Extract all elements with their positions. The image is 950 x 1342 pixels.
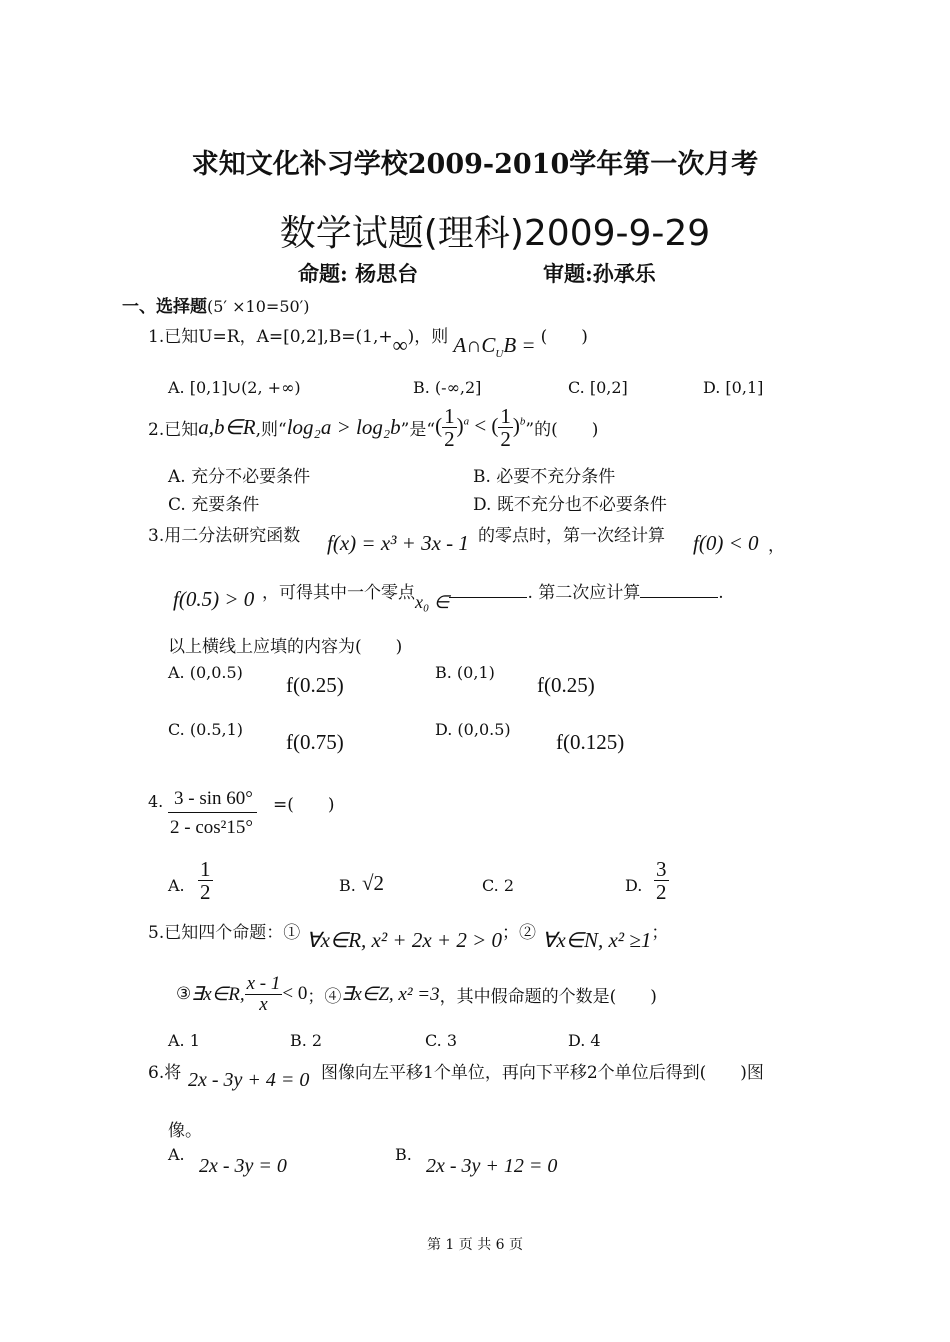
q5-option-d: D. 4 bbox=[568, 1031, 601, 1050]
q4-denominator: 2 - cos²15° bbox=[170, 817, 253, 838]
q3-blank-2 bbox=[640, 596, 718, 598]
q4-option-a-value: $\frac{1}{2}$ bbox=[200, 857, 211, 905]
q5-proposition-3a: ∃x∈R, bbox=[191, 983, 245, 1005]
q3-option-c-expr: f(0.75) bbox=[286, 730, 344, 754]
q3-option-d-expr: f(0.125) bbox=[556, 730, 625, 754]
q1-option-a: A. [0,1]∪(2, +∞) bbox=[168, 378, 301, 397]
q2-option-c: C. 充要条件 bbox=[168, 495, 260, 515]
q2-option-b: B. 必要不充分条件 bbox=[473, 467, 616, 487]
q4-option-d-value: $\frac{3}{2}$ bbox=[656, 857, 667, 905]
q3-x0: x₀ ∈ bbox=[415, 592, 450, 612]
q4-option-c: C. 2 bbox=[482, 876, 515, 895]
q6-stem: 6.将 bbox=[148, 1063, 182, 1083]
q4-end: =( ) bbox=[273, 795, 335, 815]
q2-log-condition: log₂a > log₂b bbox=[286, 415, 401, 440]
q5-proposition-1: ∀x∈R, x² + 2x + 2 > 0 bbox=[306, 928, 502, 952]
question-1 bbox=[148, 322, 588, 361]
q5-proposition-3b: < 0 bbox=[282, 983, 308, 1005]
q1-option-b: B. (-∞,2] bbox=[413, 378, 482, 397]
q3-line3: 以上横线上应填的内容为( ) bbox=[168, 637, 403, 657]
q5-sep3: ；④ bbox=[307, 986, 342, 1007]
page-footer: 第 1 页 共 6 页 bbox=[426, 1237, 524, 1253]
q5-option-b: B. 2 bbox=[290, 1031, 323, 1050]
q4-option-a-label: A. bbox=[168, 876, 185, 895]
q2-end: ”的( ) bbox=[525, 420, 599, 441]
q2-mid: ,则“ bbox=[255, 420, 287, 441]
question-2 bbox=[148, 405, 598, 450]
q2-stem: 2.已知 bbox=[148, 420, 199, 441]
q3-comma: ， bbox=[768, 536, 785, 556]
q3-f05: f(0.5) > 0 bbox=[173, 587, 255, 611]
q3-option-d-label: D. (0,0.5) bbox=[435, 720, 511, 739]
q5-sep1: ；② bbox=[502, 923, 536, 943]
exam-subtitle: 数学试题(理科)2009-9-29 bbox=[279, 213, 711, 254]
q1-option-c: C. [0,2] bbox=[568, 378, 628, 397]
section-title: 一、选择题 bbox=[122, 297, 207, 317]
q5-line2 bbox=[176, 974, 657, 1015]
q4-number: 4. bbox=[148, 792, 164, 811]
q4-numerator: 3 - sin 60° bbox=[168, 788, 257, 813]
q3-function: f(x) = x³ + 3x - 1 bbox=[327, 531, 469, 555]
q5-marker-3: ③ bbox=[176, 984, 192, 1005]
q4-option-b-label: B. bbox=[339, 876, 356, 895]
q5-sep2: ； bbox=[651, 923, 669, 943]
q4-fraction bbox=[168, 788, 257, 839]
q6-line2: 像。 bbox=[168, 1121, 202, 1141]
q3-option-a-label: A. (0,0.5) bbox=[168, 663, 243, 682]
q5-proposition-4: ∃x∈Z, x² =3 bbox=[341, 983, 440, 1005]
question-5 bbox=[148, 918, 669, 952]
reviewer-label: 审题:孙承乐 bbox=[543, 261, 656, 286]
q2-mid2: ”是“ bbox=[400, 420, 436, 441]
q3-option-b-expr: f(0.25) bbox=[537, 673, 595, 697]
q3-option-a-expr: f(0.25) bbox=[286, 673, 344, 697]
q5-option-a: A. 1 bbox=[168, 1031, 200, 1050]
q3-option-b-label: B. (0,1) bbox=[435, 663, 495, 682]
q1-stem: 1.已知U=R，A=[0,2],B=(1,+ bbox=[148, 327, 393, 347]
q1-option-d: D. [0,1] bbox=[703, 378, 764, 397]
q3-f0: f(0) < 0 bbox=[693, 531, 759, 555]
q3-option-c-label: C. (0.5,1) bbox=[168, 720, 244, 739]
q5-option-c: C. 3 bbox=[425, 1031, 458, 1050]
section-heading bbox=[122, 292, 310, 317]
exam-title: 求知文化补习学校2009-2010学年第一次月考 bbox=[191, 149, 759, 180]
q3-mid3: . 第二次应计算 bbox=[527, 583, 641, 603]
q3-stem: 3.用二分法研究函数 bbox=[148, 526, 301, 546]
q2-power-inequality: ( $\frac{1}{2}$ )$^a$ < ( $\frac{1}{2}$ )$^b$ bbox=[435, 404, 526, 452]
q6-equation: 2x - 3y + 4 = 0 bbox=[188, 1069, 310, 1091]
q1-answer-paren: ( ) bbox=[540, 327, 588, 347]
q1-infinity: ∞ bbox=[392, 333, 408, 357]
q6-option-a-equation: 2x - 3y = 0 bbox=[199, 1155, 287, 1177]
q6-option-b-label: B. bbox=[395, 1145, 412, 1164]
q5-stem: 5.已知四个命题：① bbox=[148, 923, 301, 943]
q3-line2 bbox=[262, 578, 724, 612]
q5-proposition-3-fraction: $\frac{x - 1}{x}$ bbox=[246, 973, 281, 1015]
q2-option-a: A. 充分不必要条件 bbox=[168, 467, 311, 487]
q1-stem-end: )，则 bbox=[407, 327, 449, 347]
section-score: (5′ ×10=50′) bbox=[207, 297, 310, 316]
q5-end: ，其中假命题的个数是( ) bbox=[439, 986, 657, 1007]
q6-option-a-label: A. bbox=[168, 1145, 185, 1164]
q3-mid: 的零点时，第一次经计算 bbox=[478, 526, 665, 546]
q1-expression: $A\cap C_UB$ = bbox=[453, 333, 536, 361]
author-label: 命题: 杨思台 bbox=[298, 261, 419, 286]
q2-vars: a,b∈R bbox=[198, 415, 256, 440]
q2-option-d: D. 既不充分也不必要条件 bbox=[473, 495, 667, 515]
q6-mid: 图像向左平移1个单位，再向下平移2个单位后得到( )图 bbox=[321, 1063, 764, 1083]
q4-option-b-value: √2 bbox=[362, 871, 385, 895]
q5-proposition-2: ∀x∈N, x² ≥1 bbox=[542, 928, 652, 952]
q6-option-b-equation: 2x - 3y + 12 = 0 bbox=[426, 1155, 558, 1177]
q3-blank-1 bbox=[449, 596, 527, 598]
q4-option-d-label: D. bbox=[625, 876, 643, 895]
q3-end: . bbox=[718, 583, 724, 603]
q3-mid2: ，可得其中一个零点 bbox=[262, 583, 415, 603]
